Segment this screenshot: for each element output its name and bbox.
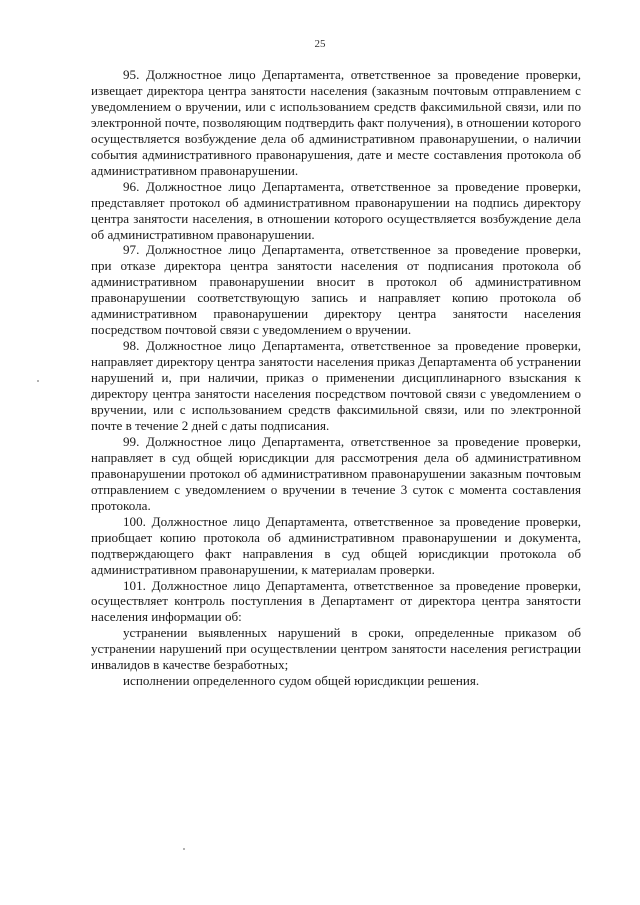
paragraph-95: 95. Должностное лицо Департамента, ответственное за проведение проверки, извещает директора центра занятости населения (заказным почтовым отправлением с уведомлением о вручении, или с использованием средств факсимильной связи, или по электронной почте, позволяющим подтвердить факт получения), в отношении которого осуществляется возбуждение дела об административном правонарушении, о наличии события административного правонарушения, дате и месте составления протокола об административном правонарушении. bbox=[91, 67, 581, 178]
paragraph-96: 96. Должностное лицо Департамента, ответственное за проведение проверки, представляет протокол об административном правонарушении на подпись директору центра занятости населения, в отношении которого осуществляется возбуждение дела об административном правонарушении. bbox=[91, 178, 581, 242]
scan-speck bbox=[183, 848, 185, 850]
paragraph-99: 99. Должностное лицо Департамента, ответственное за проведение проверки, направляет в суд общей юрисдикции для рассмотрения дела об административном правонарушении протокол об административном правонарушении заказным почтовым отправлением с уведомлением о вручении в течение 3 суток с момента составления протокола. bbox=[91, 433, 581, 513]
paragraph-101: 101. Должностное лицо Департамента, ответственное за проведение проверки, осуществляет контроль поступления в Департамент от директора центра занятости населения информации об: bbox=[91, 577, 581, 625]
paragraph-97: 97. Должностное лицо Департамента, ответственное за проведение проверки, при отказе директора центра занятости населения от подписания протокола об административном правонарушении вносит в протокол об административном правонарушении соответствующую запись и направляет копию протокола об административном правонарушении директору центра занятости населения посредством почтовой связи с уведомлением о вручении. bbox=[91, 242, 581, 338]
document-body bbox=[91, 67, 581, 689]
page-number: 25 bbox=[314, 38, 326, 50]
paragraph-98: 98. Должностное лицо Департамента, ответственное за проведение проверки, направляет директору центра занятости населения приказ Департамента об устранении нарушений и, при наличии, приказ о применении дисциплинарного взыскания к директору центра занятости населения посредством почтовой связи с уведомлением о вручении, или с использованием средств факсимильной связи, или по электронной почте в течение 2 дней с даты подписания. bbox=[91, 338, 581, 433]
scan-speck bbox=[37, 380, 39, 382]
list-item-court-decision: исполнении определенного судом общей юрисдикции решения. bbox=[123, 673, 480, 689]
list-item-violations: устранении выявленных нарушений в сроки, определенные приказом об устранении нарушений при осуществлении центром занятости населения регистрации инвалидов в качестве безработных; bbox=[91, 625, 581, 673]
paragraph-100: 100. Должностное лицо Департамента, ответственное за проведение проверки, приобщает копию протокола об административном правонарушении и документа, подтверждающего факт направления в суд общей юрисдикции протокола об административном правонарушении, к материалам проверки. bbox=[91, 513, 581, 577]
